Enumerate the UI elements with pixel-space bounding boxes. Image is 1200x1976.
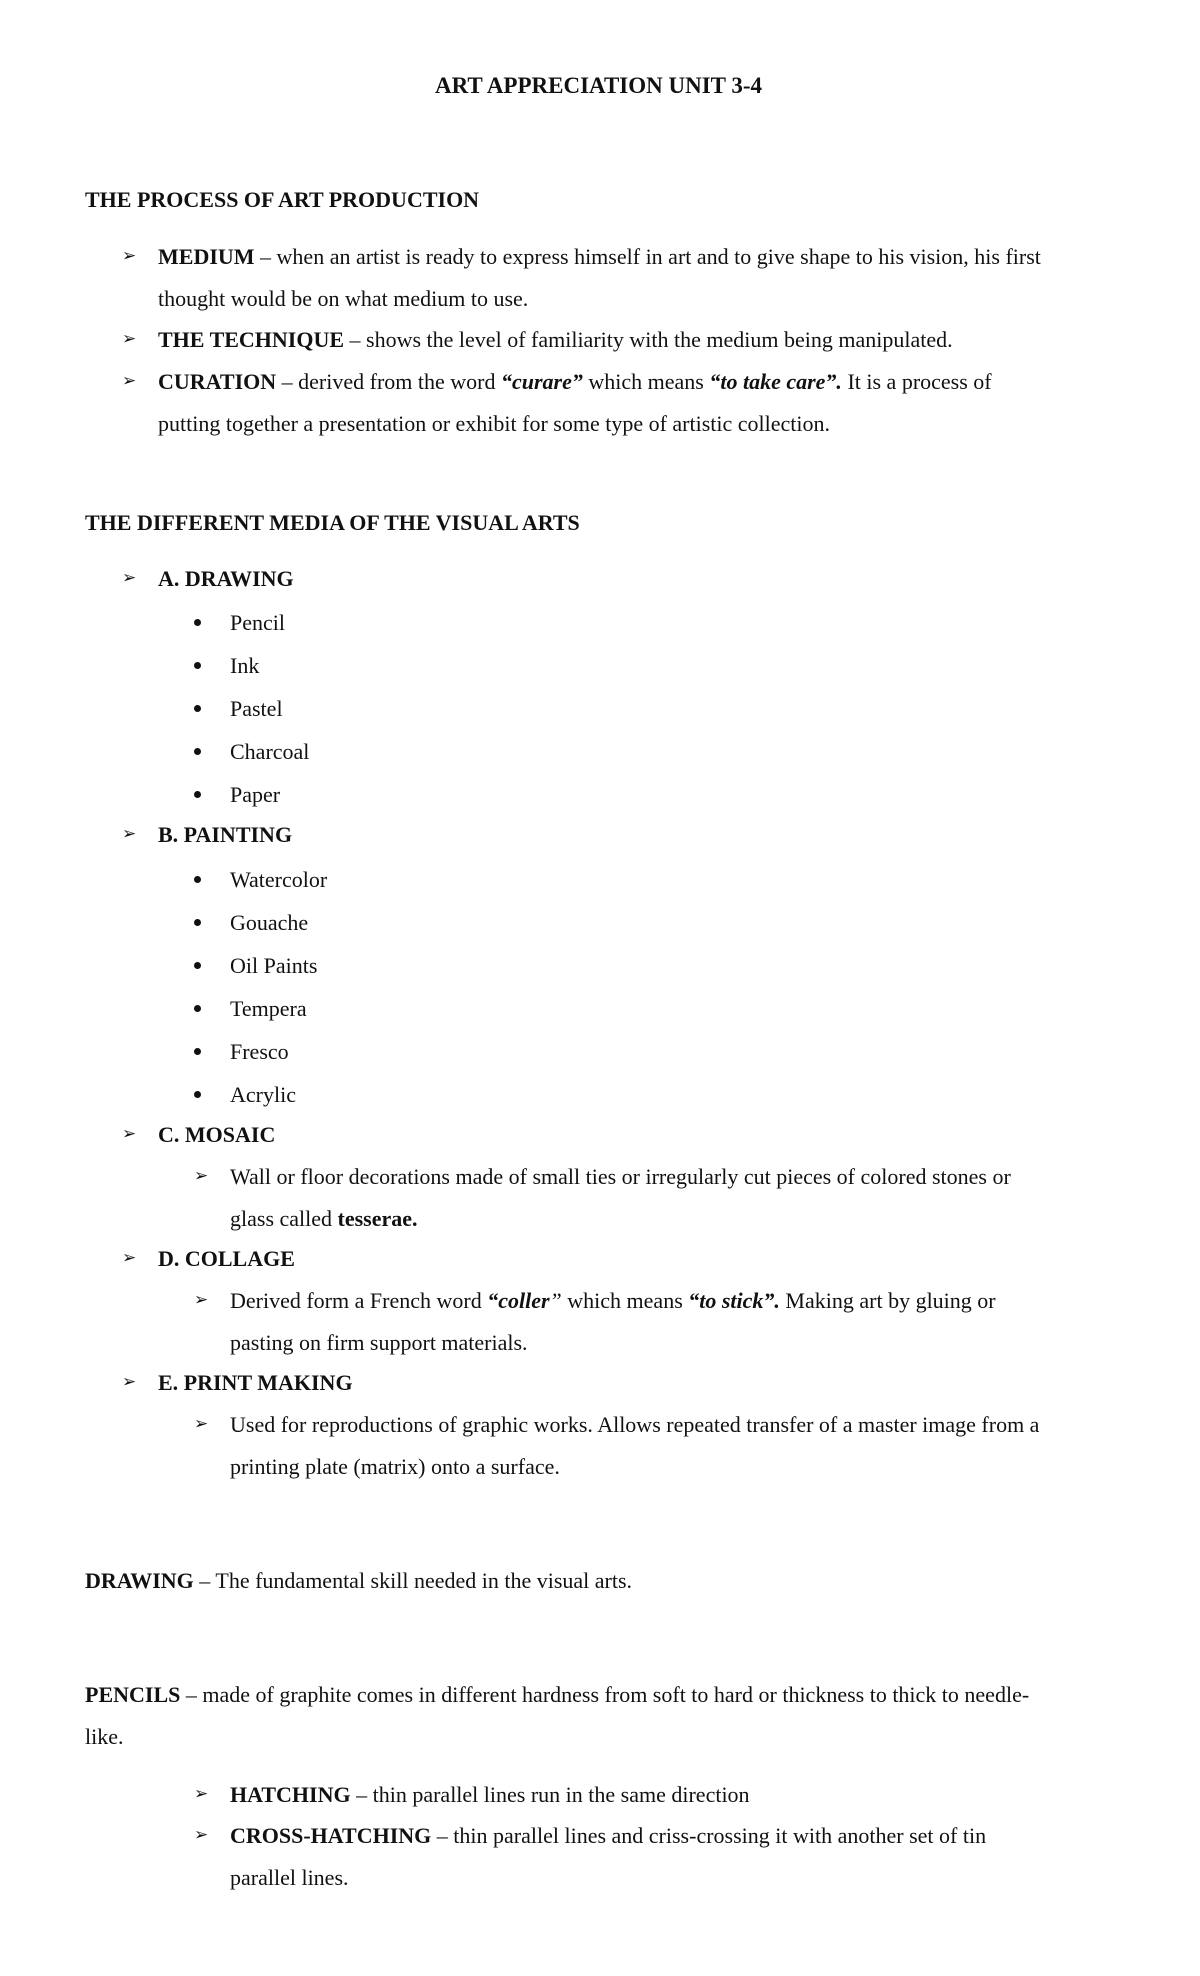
curation-meaning: “to take care”.: [709, 369, 842, 394]
drawing-definition: [85, 1570, 632, 1592]
curation-term: CURATION: [158, 369, 277, 394]
arrow-bullet-icon: ➢: [122, 568, 137, 588]
technique-item: [158, 329, 953, 351]
drawing-def-text: – The fundamental skill needed in the visual arts.: [193, 1568, 633, 1593]
arrow-bullet-icon: ➢: [122, 329, 137, 349]
mosaic-text-line2: [230, 1208, 418, 1230]
dot-bullet-icon: [194, 1005, 201, 1012]
dot-bullet-icon: [194, 619, 201, 626]
drawing-item-pastel: Pastel: [230, 696, 283, 721]
collage-text-line2: pasting on firm support materials.: [230, 1330, 528, 1355]
arrow-bullet-icon: ➢: [194, 1414, 209, 1434]
arrow-bullet-icon: ➢: [194, 1290, 209, 1310]
collage-text-a: Derived form a French word: [230, 1288, 488, 1313]
curation-text-line2: putting together a presentation or exhibit for some type of artistic collection.: [158, 411, 831, 436]
dot-bullet-icon: [194, 1091, 201, 1098]
arrow-bullet-icon: ➢: [122, 246, 137, 266]
crosshatching-item: [230, 1825, 986, 1847]
arrow-bullet-icon: ➢: [122, 1248, 137, 1268]
medium-item: [158, 246, 1041, 268]
drawing-def-term: DRAWING: [85, 1568, 194, 1593]
drawing-label: A. DRAWING: [158, 566, 294, 591]
crosshatching-term: CROSS-HATCHING: [230, 1823, 432, 1848]
collage-meaning: “to stick”.: [688, 1288, 780, 1313]
drawing-item-paper: Paper: [230, 782, 281, 807]
collage-text-line1: [230, 1290, 996, 1312]
curation-text-c: It is a process of: [841, 369, 992, 394]
mosaic-term-tesserae: tesserae.: [337, 1206, 418, 1231]
pencils-text-line2: like.: [85, 1724, 124, 1749]
medium-text: – when an artist is ready to express himself in art and to give shape to his vision, his first: [254, 244, 1041, 269]
curation-item: [158, 371, 992, 393]
dot-bullet-icon: [194, 662, 201, 669]
curation-word: “curare”: [500, 369, 583, 394]
hatching-text: – thin parallel lines run in the same direction: [350, 1782, 750, 1807]
painting-label: B. PAINTING: [158, 822, 293, 847]
arrow-bullet-icon: ➢: [122, 1372, 137, 1392]
section-heading-process: THE PROCESS OF ART PRODUCTION: [85, 187, 480, 212]
arrow-bullet-icon: ➢: [194, 1825, 209, 1845]
drawing-item-ink: Ink: [230, 653, 260, 678]
painting-item-fresco: Fresco: [230, 1039, 289, 1064]
painting-item-gouache: Gouache: [230, 910, 309, 935]
pencils-definition: [85, 1684, 1029, 1706]
dot-bullet-icon: [194, 962, 201, 969]
printmaking-text-line1: Used for reproductions of graphic works. Allows repeated transfer of a master image from a: [230, 1412, 1040, 1437]
page-title: ART APPRECIATION UNIT 3-4: [435, 73, 762, 98]
printmaking-text-line2: printing plate (matrix) onto a surface.: [230, 1454, 560, 1479]
technique-text: – shows the level of familiarity with the medium being manipulated.: [344, 327, 953, 352]
arrow-bullet-icon: ➢: [194, 1166, 209, 1186]
section-heading-media: THE DIFFERENT MEDIA OF THE VISUAL ARTS: [85, 510, 580, 535]
painting-item-watercolor: Watercolor: [230, 867, 328, 892]
mosaic-text-line2a: glass called: [230, 1206, 338, 1231]
collage-text-b: which means: [561, 1288, 689, 1313]
technique-term: THE TECHNIQUE: [158, 327, 345, 352]
painting-item-tempera: Tempera: [230, 996, 307, 1021]
crosshatching-text-line2: parallel lines.: [230, 1865, 349, 1890]
collage-word-close: ”: [549, 1288, 562, 1313]
mosaic-label: C. MOSAIC: [158, 1122, 276, 1147]
curation-text-b: which means: [582, 369, 710, 394]
mosaic-text-line1: Wall or floor decorations made of small ties or irregularly cut pieces of colored stones or: [230, 1164, 1011, 1189]
curation-text-a: – derived from the word: [276, 369, 501, 394]
dot-bullet-icon: [194, 919, 201, 926]
medium-text-line2: thought would be on what medium to use.: [158, 286, 529, 311]
crosshatching-text: – thin parallel lines and criss-crossing it with another set of tin: [431, 1823, 987, 1848]
painting-item-acrylic: Acrylic: [230, 1082, 296, 1107]
arrow-bullet-icon: ➢: [122, 1124, 137, 1144]
arrow-bullet-icon: ➢: [194, 1784, 209, 1804]
dot-bullet-icon: [194, 748, 201, 755]
medium-term: MEDIUM: [158, 244, 255, 269]
drawing-item-pencil: Pencil: [230, 610, 285, 635]
pencils-text: – made of graphite comes in different hardness from soft to hard or thickness to thick to needle-: [180, 1682, 1030, 1707]
dot-bullet-icon: [194, 1048, 201, 1055]
hatching-item: [230, 1784, 750, 1806]
drawing-item-charcoal: Charcoal: [230, 739, 310, 764]
arrow-bullet-icon: ➢: [122, 824, 137, 844]
pencils-term: PENCILS: [85, 1682, 181, 1707]
dot-bullet-icon: [194, 876, 201, 883]
dot-bullet-icon: [194, 705, 201, 712]
collage-word: “coller: [487, 1288, 550, 1313]
arrow-bullet-icon: ➢: [122, 371, 137, 391]
printmaking-label: E. PRINT MAKING: [158, 1370, 353, 1395]
hatching-term: HATCHING: [230, 1782, 351, 1807]
collage-text-c: Making art by gluing or: [779, 1288, 996, 1313]
collage-label: D. COLLAGE: [158, 1246, 295, 1271]
painting-item-oil-paints: Oil Paints: [230, 953, 318, 978]
dot-bullet-icon: [194, 791, 201, 798]
